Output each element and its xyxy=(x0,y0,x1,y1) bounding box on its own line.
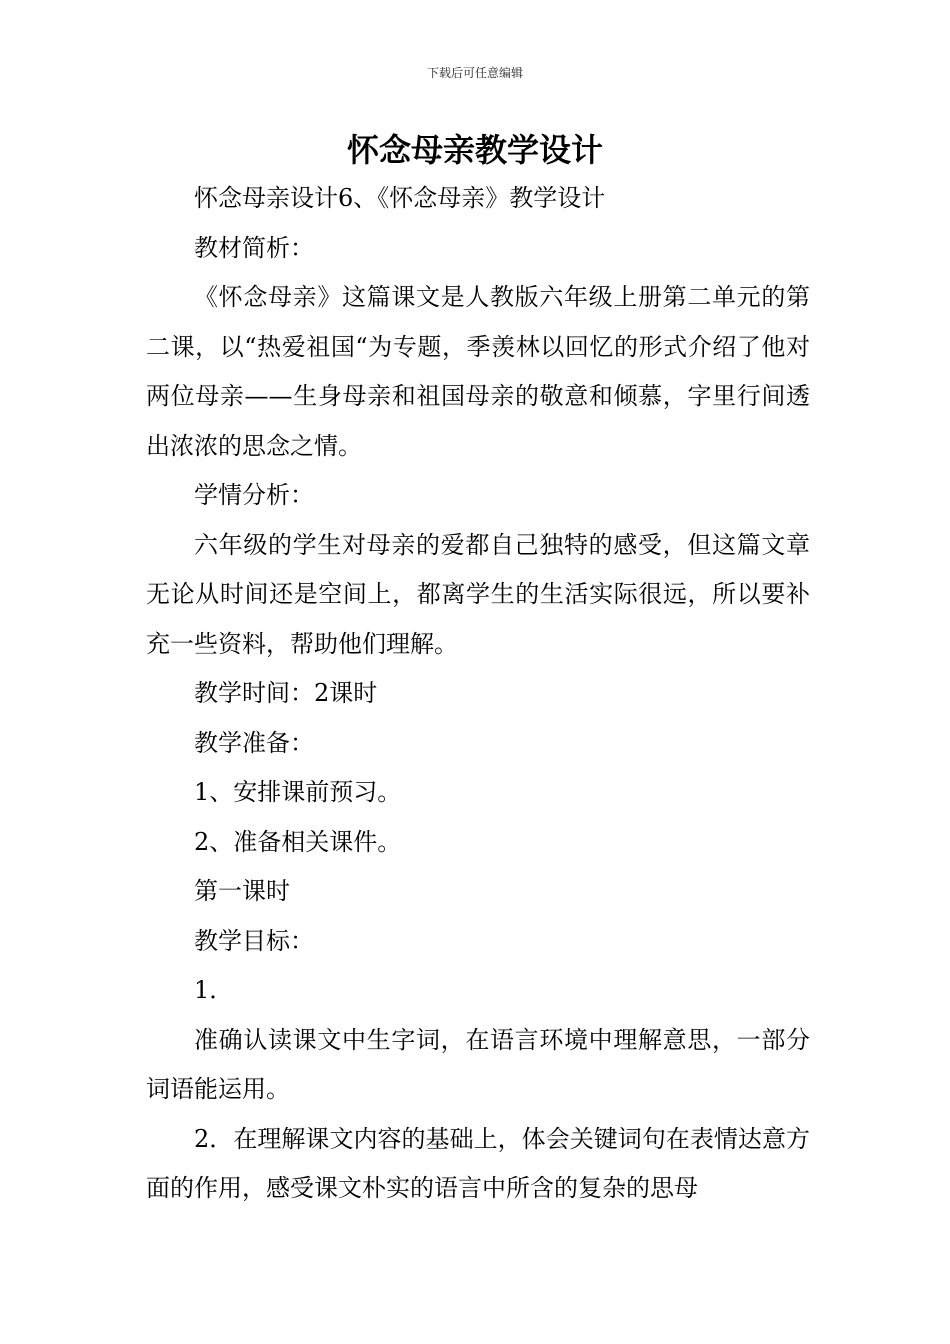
page-header-note: 下载后可任意编辑 xyxy=(426,66,523,80)
heading-teaching-goals: 教学目标： xyxy=(194,926,314,955)
paragraph-goal-1: 准确认读课文中生字词，在语言环境中理解意思，一部分词语能运用。 xyxy=(146,1025,810,1103)
paragraph-textbook-analysis: 《怀念母亲》这篇课文是人教版六年级上册第二单元的第二课，以“热爱祖国“为专题，季羡林以回忆的形式介绍了他对两位母亲——生身母亲和祖国母亲的敬意和倾慕，字里行间透出浓浓的思念之情。 xyxy=(146,283,810,460)
heading-student-analysis: 学情分析： xyxy=(194,481,314,509)
heading-first-lesson: 第一课时 xyxy=(194,877,290,905)
paragraph-teaching-time: 教学时间：2课时 xyxy=(194,679,378,707)
paragraph-student-analysis: 六年级的学生对母亲的爱都自己独特的感受，但这篇文章无论从时间还是空间上，都离学生的生活实际很远，所以要补充一些资料，帮助他们理解。 xyxy=(146,530,810,658)
paragraph-subtitle: 怀念母亲设计6、《怀念母亲》教学设计 xyxy=(194,184,606,212)
document-body xyxy=(146,174,810,1214)
heading-teaching-preparation: 教学准备： xyxy=(194,728,314,757)
heading-textbook-analysis: 教材简析： xyxy=(194,233,314,262)
list-item-preparation-1: 1、安排课前预习。 xyxy=(194,778,402,806)
list-number-goal-1: 1． xyxy=(194,976,234,1004)
document-title: 怀念母亲教学设计 xyxy=(346,131,603,169)
list-item-preparation-2: 2、准备相关课件。 xyxy=(194,827,402,856)
paragraph-goal-2: 2．在理解课文内容的基础上，体会关键词句在表情达意方面的作用，感受课文朴实的语言中所含的复杂的思母 xyxy=(146,1124,810,1202)
